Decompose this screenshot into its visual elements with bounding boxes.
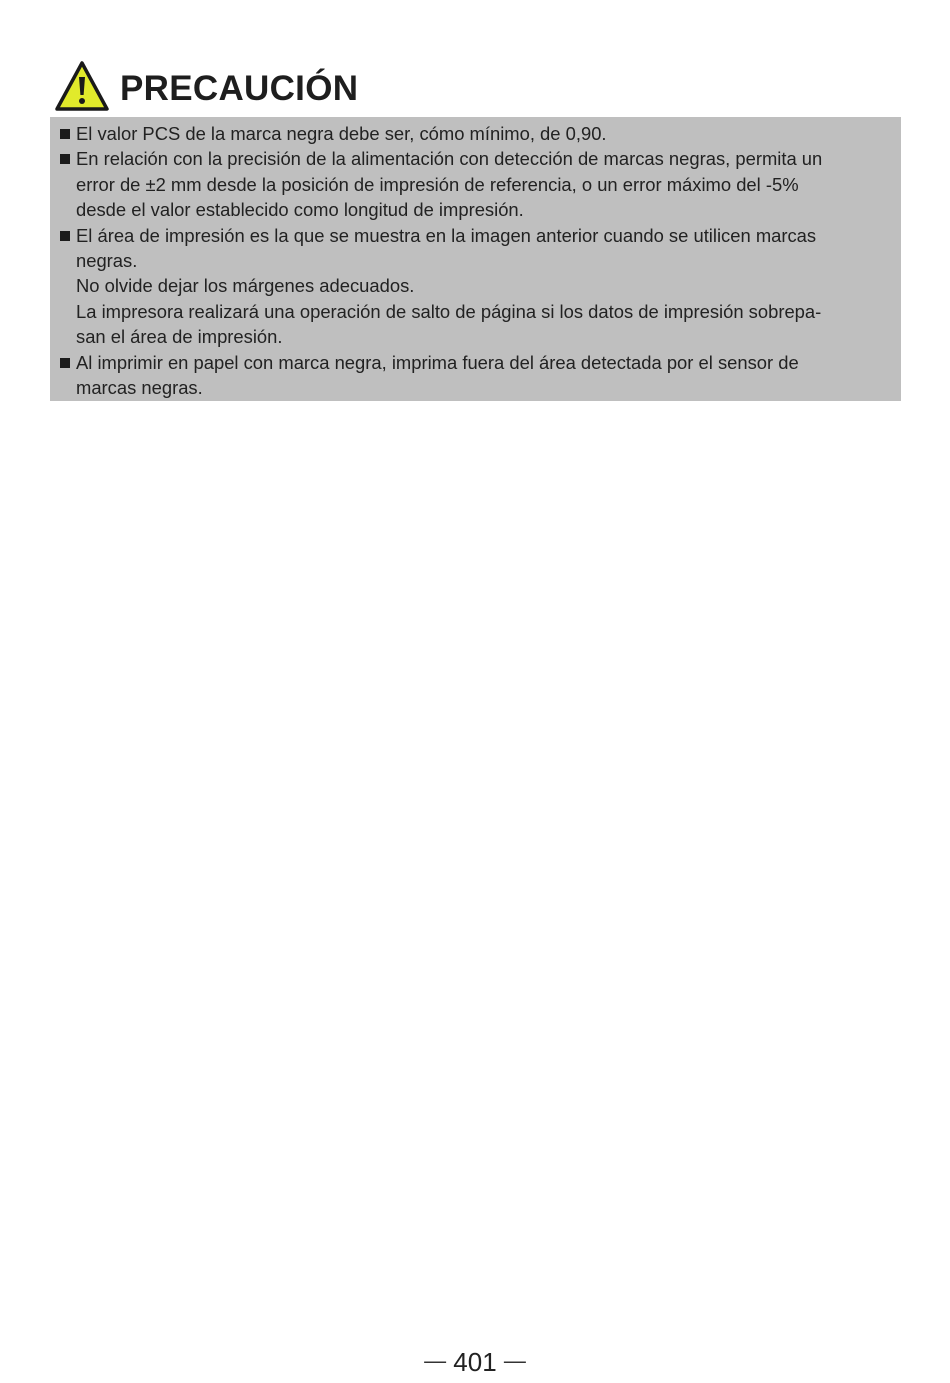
caution-text-line: san el área de impresión.	[76, 326, 283, 348]
caution-item	[59, 223, 881, 350]
page-number	[0, 1347, 950, 1378]
caution-item	[59, 121, 881, 146]
warning-triangle-icon	[54, 60, 110, 112]
caution-header	[54, 58, 358, 114]
caution-item	[59, 350, 881, 401]
square-bullet-icon	[60, 231, 70, 241]
caution-text-line: El valor PCS de la marca negra debe ser, cómo mínimo, de 0,90.	[76, 123, 607, 144]
page-dash-left: —	[424, 1348, 447, 1373]
caution-text-line: El área de impresión es la que se muestra en la imagen anterior cuando se utilicen marcas	[76, 224, 817, 246]
caution-list	[59, 121, 881, 400]
square-bullet-icon	[60, 154, 70, 164]
caution-text-line: No olvide dejar los márgenes adecuados.	[76, 275, 415, 297]
page-dash-right: —	[503, 1348, 526, 1373]
caution-text-line: marcas negras.	[76, 377, 203, 399]
caution-text-line: error de ±2 mm desde la posición de impresión de referencia, o un error máximo del -5%	[76, 173, 799, 195]
square-bullet-icon	[60, 129, 70, 139]
page-number-value: 401	[453, 1347, 497, 1377]
caution-title: PRECAUCIÓN	[120, 69, 359, 108]
square-bullet-icon	[60, 358, 70, 368]
caution-text-line: negras.	[76, 250, 138, 272]
caution-text-line: En relación con la precisión de la alimentación con detección de marcas negras, permita un	[76, 148, 823, 170]
caution-text-line: Al imprimir en papel con marca negra, imprima fuera del área detectada por el sensor de	[76, 351, 799, 373]
caution-text-line: desde el valor establecido como longitud de impresión.	[76, 199, 524, 221]
caution-item	[59, 146, 881, 222]
caution-box	[50, 117, 901, 401]
caution-text-line: La impresora realizará una operación de salto de página si los datos de impresión sobrepa-	[76, 300, 822, 322]
